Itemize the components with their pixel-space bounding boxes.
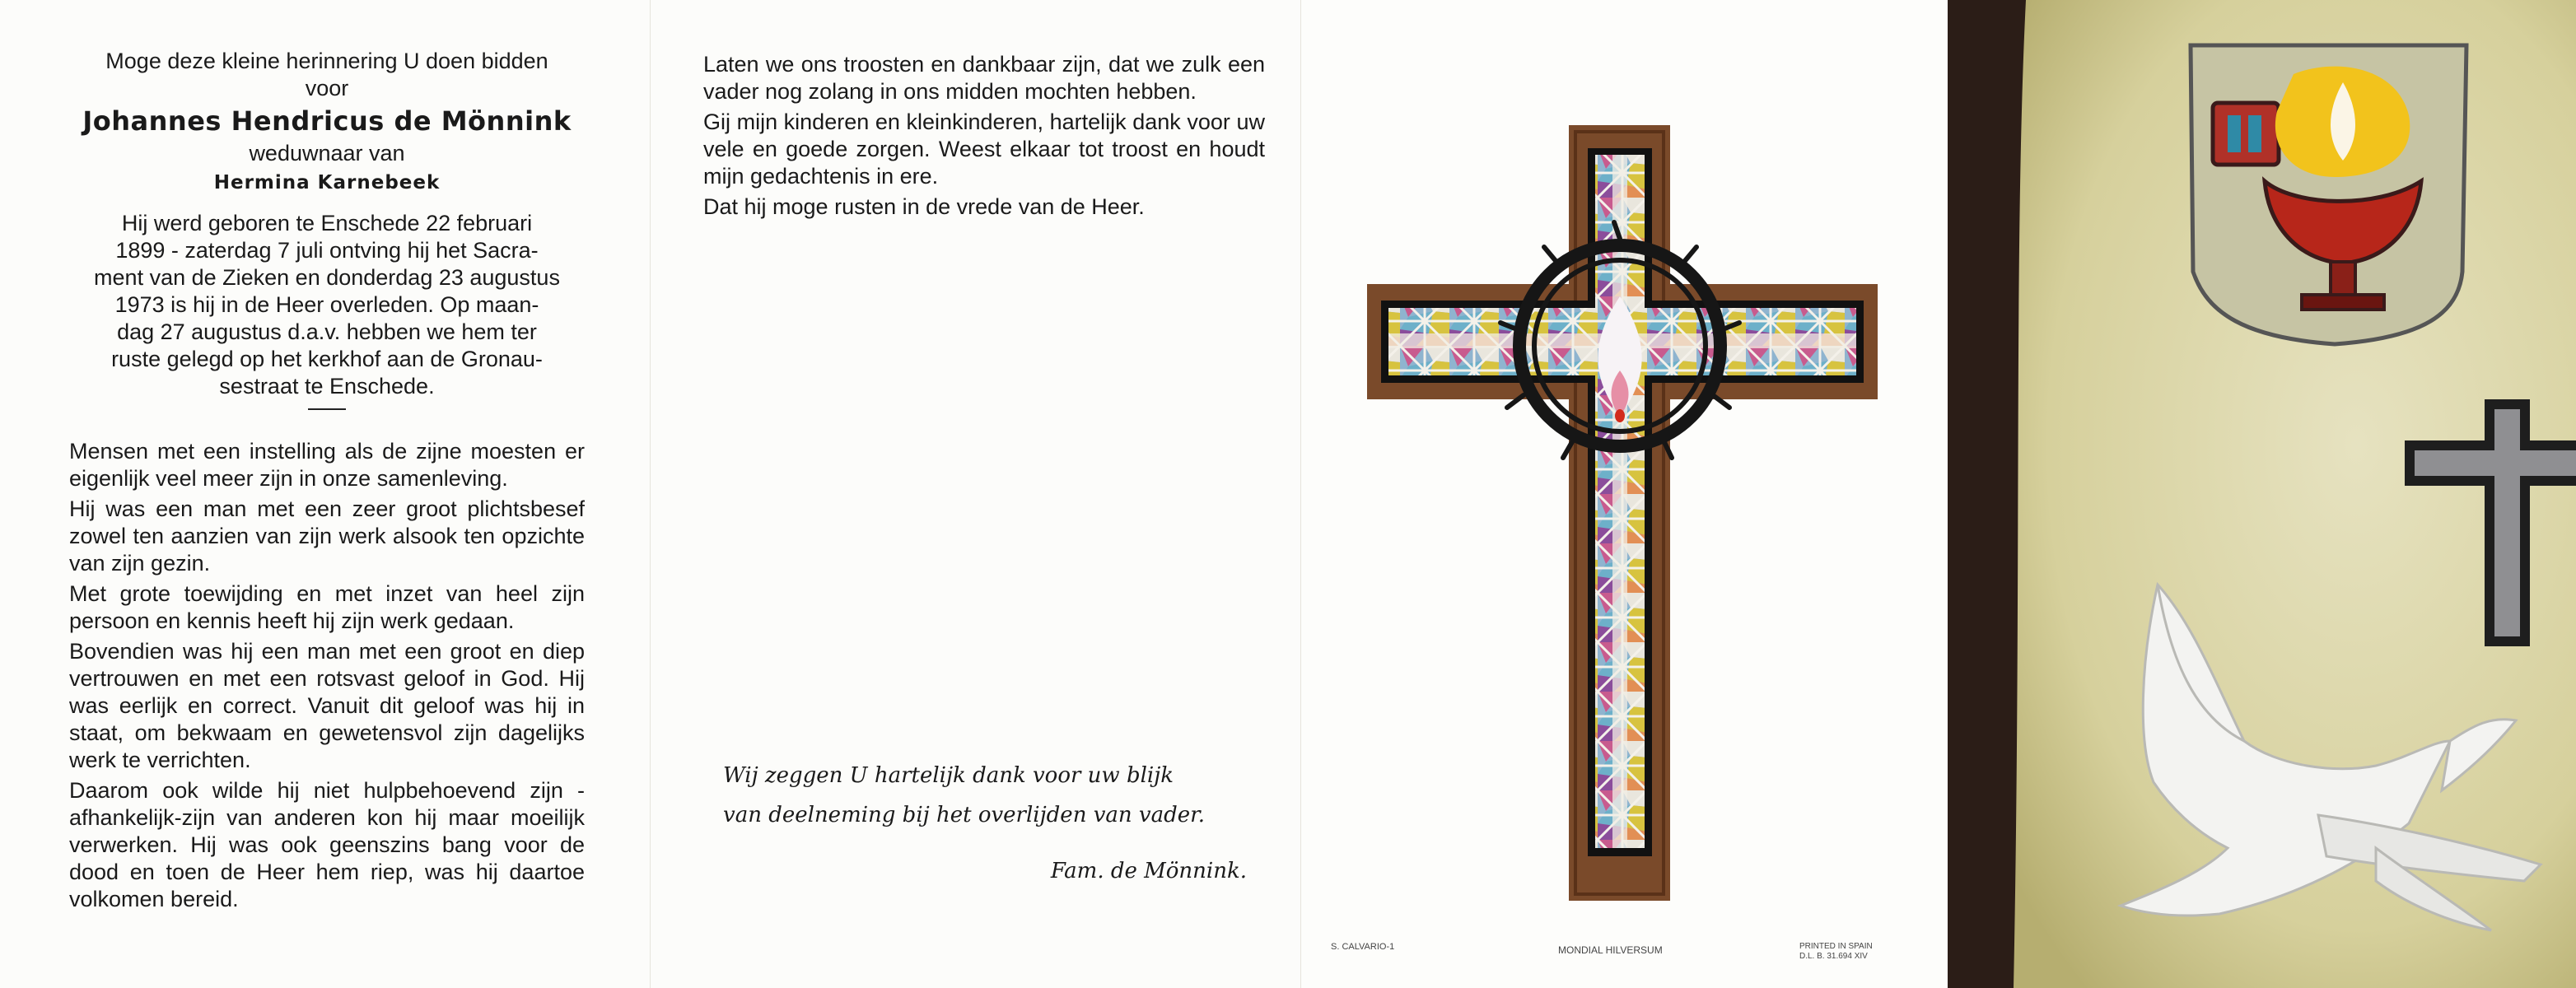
eulogy-paragraph: Bovendien was hij een man met een groot en diep vertrouwen en met een rotsvast geloof in God. Hij was eerlijk en correct. Vanuit dit geloof was hij in staat, om bekwaam en gewetensvol zijn dagelijks werk te verrichten.	[69, 639, 585, 772]
art-panel	[1948, 0, 2576, 988]
separator-rule	[308, 408, 346, 410]
dark-band	[1948, 0, 2026, 988]
publisher-label: MONDIAL HILVERSUM	[1558, 944, 1663, 956]
thanks-line: van deelneming bij het overlijden van vader.	[723, 803, 1205, 827]
printed-line: D.L. B. 31.694 XIV	[1799, 952, 1868, 961]
left-text-panel	[0, 0, 651, 988]
middle-text-panel	[651, 0, 1301, 988]
printed-label	[1799, 942, 1873, 962]
lamp-cross-dove-illustration	[1948, 0, 2576, 988]
card-code: S. CALVARIO-1	[1331, 942, 1395, 952]
deceased-name: Johannes Hendricus de Mönnink	[82, 105, 572, 137]
closing-text	[703, 51, 1265, 224]
eulogy-body	[69, 438, 585, 913]
printed-line: PRINTED IN SPAIN	[1799, 942, 1873, 951]
oil-lamp-icon	[2191, 45, 2466, 344]
eulogy-paragraph: Hij was een man met een zeer groot plichtsbesef zowel ten aanzien van zijn werk alsook ten opzichte van zijn gezin.	[69, 496, 585, 576]
memorial-header	[69, 48, 585, 198]
widower-line: weduwnaar van	[249, 141, 405, 165]
card-image-panel	[1301, 0, 1948, 988]
bio-line: 1899 - zaterdag 7 juli ontving hij het Sacra-	[115, 238, 539, 263]
thanks-note	[723, 756, 1267, 891]
intro-line: Moge deze kleine herinnering U doen bidden	[105, 49, 548, 73]
closing-paragraph: Laten we ons troosten en dankbaar zijn, dat we zulk een vader nog zolang in ons midden mochten hebben.	[703, 52, 1265, 104]
eulogy-paragraph: Mensen met een instelling als de zijne moesten er eigenlijk veel meer zijn in onze samenleving.	[69, 439, 585, 491]
spouse-name: Hermina Karnebeek	[213, 172, 441, 193]
family-signature: Fam. de Mönnink.	[1050, 859, 1247, 883]
stained-glass-cross-icon	[1301, 0, 1948, 988]
bio-line: ruste gelegd op het kerkhof aan de Gronau-	[111, 347, 543, 371]
closing-paragraph: Dat hij moge rusten in de vrede van de Heer.	[703, 194, 1145, 219]
closing-paragraph: Gij mijn kinderen en kleinkinderen, hartelijk dank voor uw vele en goede zorgen. Weest elkaar tot troost en houdt mijn gedachtenis in ere.	[703, 110, 1265, 189]
thanks-line: Wij zeggen U hartelijk dank voor uw blijk	[723, 763, 1174, 788]
voor-line: voor	[305, 76, 349, 100]
bio-line: Hij werd geboren te Enschede 22 februari	[121, 211, 533, 235]
bio-line: 1973 is hij in de Heer overleden. Op maan-	[114, 292, 539, 317]
bio-line: dag 27 augustus d.a.v. hebben we hem ter	[117, 319, 537, 344]
bio-line: sestraat te Enschede.	[219, 374, 435, 398]
eulogy-paragraph: Daarom ook wilde hij niet hulpbehoevend zijn - afhankelijk-zijn van anderen kon hij maar moeilijk verwerken. Hij was ook geenszins bang voor de dood en toen de Heer hem riep, was hij daartoe volkomen bereid.	[69, 778, 585, 911]
bio-line: ment van de Zieken en donderdag 23 augustus	[94, 265, 560, 290]
eulogy-paragraph: Met grote toewijding en met inzet van heel zijn persoon en kennis heeft hij zijn werk gedaan.	[69, 581, 585, 633]
biography	[69, 210, 585, 916]
biography-block	[69, 210, 585, 400]
